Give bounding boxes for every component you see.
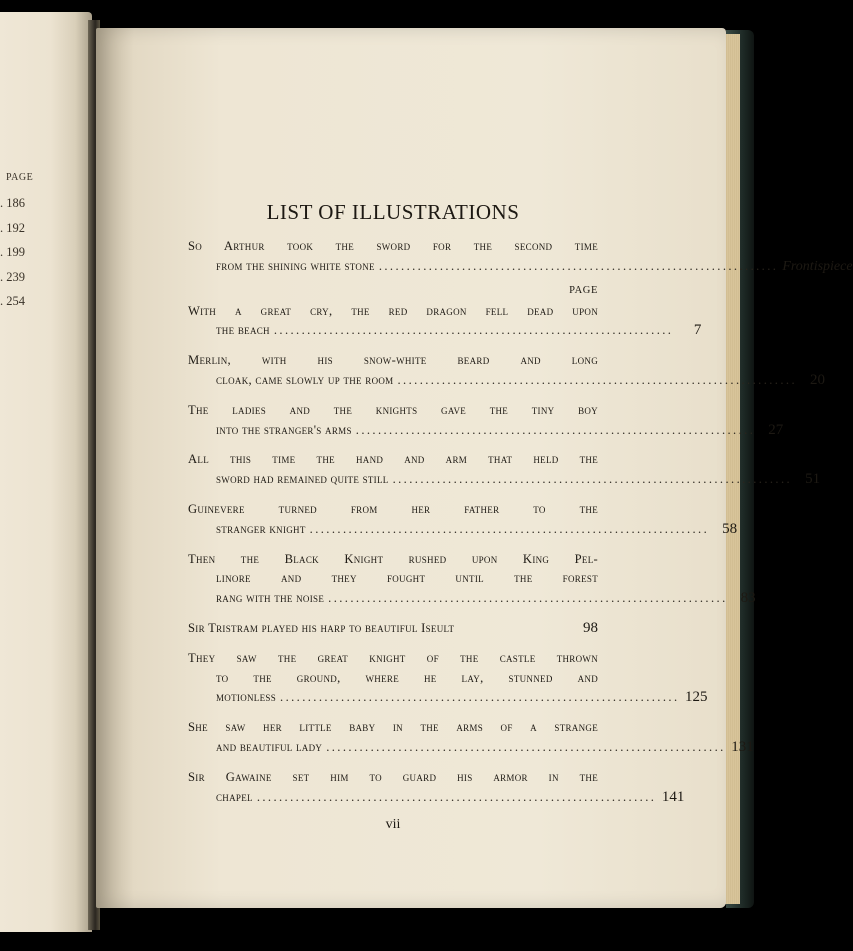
list-item bbox=[188, 718, 754, 758]
entry-page: 131 bbox=[731, 738, 754, 755]
entry-text: rang with the noise bbox=[216, 591, 325, 606]
list-item bbox=[188, 401, 784, 441]
left-page-number: . 254 bbox=[0, 294, 25, 308]
entry-last-line bbox=[188, 371, 825, 391]
entry-text: Sir Tristram played his harp to beautiful Iseult bbox=[188, 620, 455, 635]
entry-text: the beach bbox=[216, 323, 270, 338]
dot-leader: ........................................................................ bbox=[273, 323, 674, 338]
entry-line: The ladies and the knights gave the tiny boy bbox=[188, 402, 598, 417]
entry-text: sword had remained quite still bbox=[216, 472, 389, 487]
dot-leader: ........................................................................ bbox=[280, 690, 680, 705]
entry-page: 27 bbox=[768, 421, 784, 438]
entry-page: 51 bbox=[805, 471, 821, 488]
left-page-number: . 186 bbox=[0, 196, 25, 210]
entry-last-line bbox=[188, 321, 702, 341]
left-page-number: . 199 bbox=[0, 245, 25, 259]
dot-leader: ........................................................................ bbox=[378, 258, 779, 273]
entry-last-line bbox=[188, 520, 738, 540]
entry-page: 98 bbox=[583, 619, 598, 636]
page-number: vii bbox=[385, 817, 401, 833]
list-item bbox=[188, 351, 825, 391]
entry-line: All this time the hand and arm that held the bbox=[188, 452, 598, 467]
entry-line: Then the Black Knight rushed upon King Pel- bbox=[188, 551, 598, 566]
page-column-label: PAGE bbox=[569, 284, 598, 296]
list-item bbox=[188, 450, 821, 490]
entry-text: and beautiful lady bbox=[216, 739, 323, 754]
entry-last-line bbox=[188, 257, 853, 277]
entry-page: 58 bbox=[722, 520, 738, 537]
entry-line: Guinevere turned from her father to the bbox=[188, 501, 598, 516]
entry-page: 125 bbox=[685, 689, 708, 706]
entry-text: stranger knight bbox=[216, 521, 306, 536]
entry-page: 83 bbox=[740, 590, 756, 607]
dot-leader: ........................................................................ bbox=[328, 591, 728, 606]
entry-page: 141 bbox=[661, 788, 685, 805]
entry-last-line bbox=[188, 688, 708, 708]
entry-text: motionless bbox=[216, 690, 277, 705]
entry-line: to the ground, where he lay, stunned and bbox=[216, 670, 598, 685]
list-item bbox=[188, 619, 598, 639]
entry-line: So Arthur took the sword for the second time bbox=[188, 239, 598, 253]
left-page-number: . 239 bbox=[0, 269, 25, 284]
page-title: LIST OF ILLUSTRATIONS bbox=[266, 200, 520, 224]
entry-last-line bbox=[188, 421, 784, 441]
entry-line: Sir Gawaine set him to guard his armor in the bbox=[188, 769, 598, 784]
list-item bbox=[188, 649, 708, 708]
entry-last-line bbox=[188, 470, 821, 490]
left-page-number: . 192 bbox=[0, 220, 25, 235]
entry-line: linore and they fought until the forest bbox=[216, 571, 598, 586]
dot-leader: ........................................................................ bbox=[309, 521, 710, 536]
dot-leader: ........................................................................ bbox=[392, 472, 793, 487]
entry-line: They saw the great knight of the castle thrown bbox=[188, 650, 598, 665]
entry-text: from the shining white stone bbox=[216, 258, 375, 273]
entry-line: She saw her little baby in the arms of a strange bbox=[188, 720, 598, 735]
entry-text: into the stranger's arms bbox=[216, 422, 352, 437]
list-item bbox=[188, 768, 685, 808]
entry-last-line bbox=[188, 788, 685, 808]
left-page-header: PAGE bbox=[6, 172, 34, 183]
list-item bbox=[188, 237, 853, 277]
dot-leader: ........................................................................ bbox=[256, 789, 657, 804]
entry-last-line bbox=[188, 738, 754, 758]
entry-page: 20 bbox=[810, 371, 825, 388]
entry-text: chapel bbox=[216, 789, 253, 804]
dot-leader: ........................................................................ bbox=[397, 372, 797, 387]
entry-line: Merlin, with his snow-white beard and long bbox=[188, 353, 598, 368]
entry-page: Frontispiece bbox=[782, 258, 853, 274]
list-item bbox=[188, 302, 702, 342]
illustrations-list bbox=[188, 200, 853, 833]
left-page-page-column bbox=[0, 172, 60, 314]
entry-line: With a great cry, the red dragon fell dead upon bbox=[188, 303, 598, 318]
entry-last-line bbox=[188, 589, 756, 609]
entry-text: cloak, came slowly up the room bbox=[216, 372, 394, 387]
list-item bbox=[188, 500, 738, 540]
entry-page: 7 bbox=[693, 322, 702, 339]
entry-last-line bbox=[188, 619, 598, 639]
list-item bbox=[188, 550, 756, 609]
dot-leader: ........................................................................ bbox=[326, 739, 726, 754]
dot-leader: ........................................................................ bbox=[355, 422, 756, 437]
left-page bbox=[0, 12, 92, 932]
